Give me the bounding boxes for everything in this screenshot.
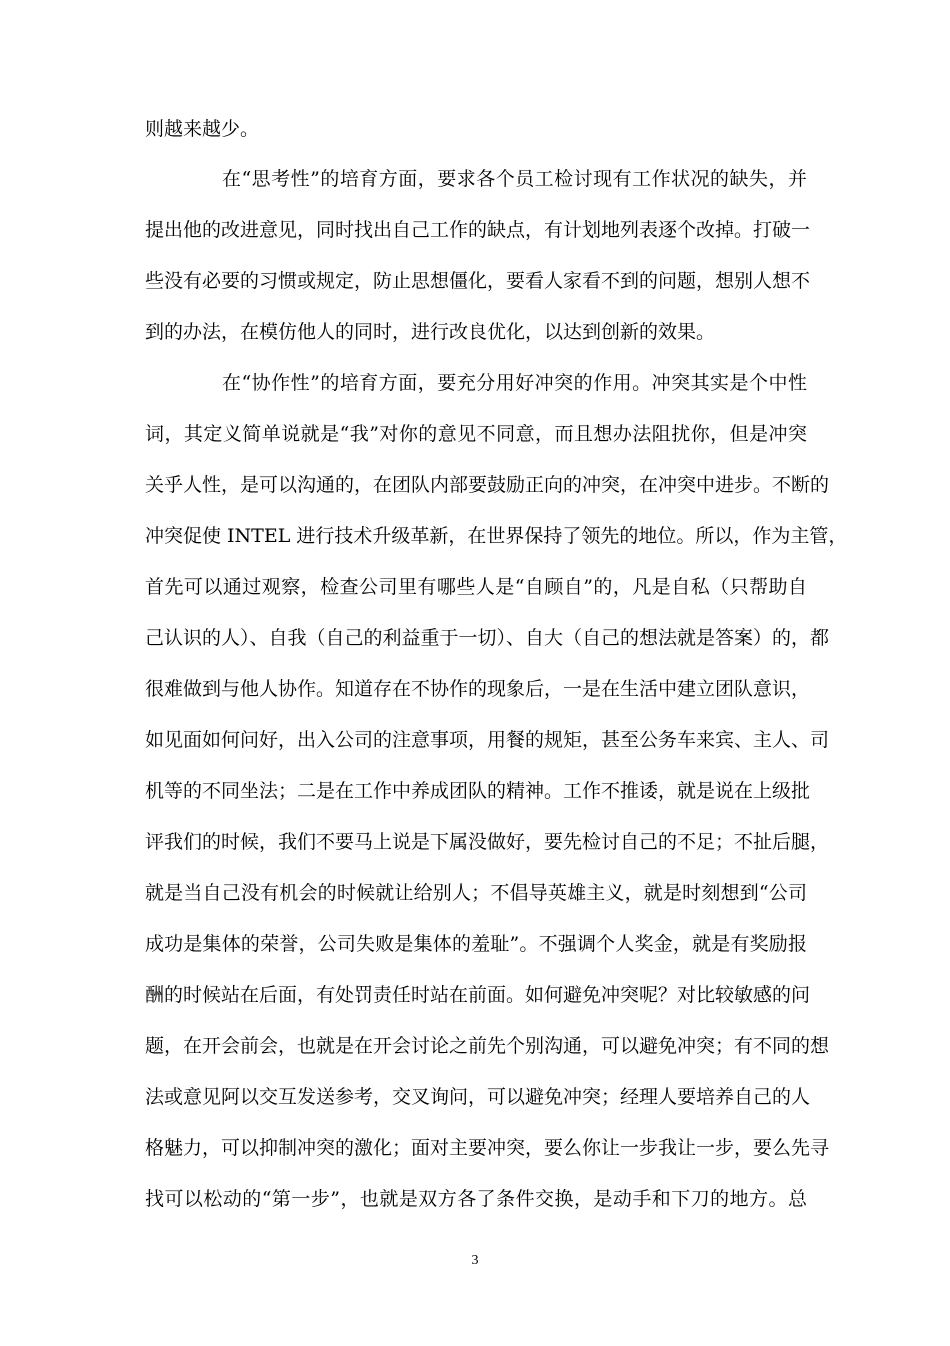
text-line: 冲突促使 INTEL 进行技术升级革新，在世界保持了领先的地位。所以，作为主管，	[145, 525, 848, 547]
text-line: 如见面如何问好，出入公司的注意事项，用餐的规矩，甚至公务车来宾、主人、司	[145, 729, 830, 751]
text-line: 格魅力，可以抑制冲突的激化；面对主要冲突，要么你让一步我让一步，要么先寻	[145, 1137, 830, 1159]
text-line: 到的办法，在模仿他人的同时，进行改良优化，以达到创新的效果。	[145, 321, 716, 343]
text-line: 机等的不同坐法；二是在工作中养成团队的精神。工作不推诿，就是说在上级批	[145, 780, 811, 802]
text-line: 成功是集体的荣誉，公司失败是集体的羞耻”。不强调个人奖金，就是有奖励报	[145, 933, 807, 955]
text-line: 首先可以通过观察，检查公司里有哪些人是“自顾自”的，凡是自私（只帮助自	[145, 576, 807, 598]
text-line: 就是当自己没有机会的时候就让给别人；不倡导英雄主义，就是时刻想到“公司	[145, 882, 807, 904]
text-line: 提出他的改进意见，同时找出自己工作的缺点，有计划地列表逐个改掉。打破一	[145, 219, 811, 241]
text-line: 题，在开会前会，也就是在开会讨论之前先个别沟通，可以避免冲突；有不同的想	[145, 1035, 830, 1057]
text-line: 己认识的人）、自我（自己的利益重于一切）、自大（自己的想法就是答案）的，都	[145, 627, 830, 649]
paragraph-first-line: 在“思考性”的培育方面，要求各个员工检讨现有工作状况的缺失，并	[222, 168, 807, 190]
page-number: 3	[471, 1253, 479, 1268]
text-line: 关乎人性，是可以沟通的，在团队内部要鼓励正向的冲突，在冲突中进步。不断的	[145, 474, 830, 496]
text-line: 些没有必要的习惯或规定，防止思想僵化，要看人家看不到的问题，想别人想不	[145, 270, 811, 292]
text-line: 很难做到与他人协作。知道存在不协作的现象后，一是在生活中建立团队意识，	[145, 678, 811, 700]
text-line: 评我们的时候，我们不要马上说是下属没做好，要先检讨自己的不足；不扯后腿，	[145, 831, 830, 853]
text-line: 法或意见阿以交互发送参考，交叉询问，可以避免冲突；经理人要培养自己的人	[145, 1086, 811, 1108]
paragraph-first-line: 在“协作性”的培育方面，要充分用好冲突的作用。冲突其实是个中性	[222, 372, 807, 394]
text-line: 词，其定义简单说就是“我”对你的意见不同意，而且想办法阻扰你，但是冲突	[145, 423, 807, 445]
text-line: 酬的时候站在后面，有处罚责任时站在前面。如何避免冲突呢？对比较敏感的问	[145, 984, 811, 1006]
text-line: 则越来越少。	[145, 118, 260, 140]
text-line: 找可以松动的“第一步”，也就是双方各了条件交换，是动手和下刀的地方。总	[145, 1188, 807, 1210]
